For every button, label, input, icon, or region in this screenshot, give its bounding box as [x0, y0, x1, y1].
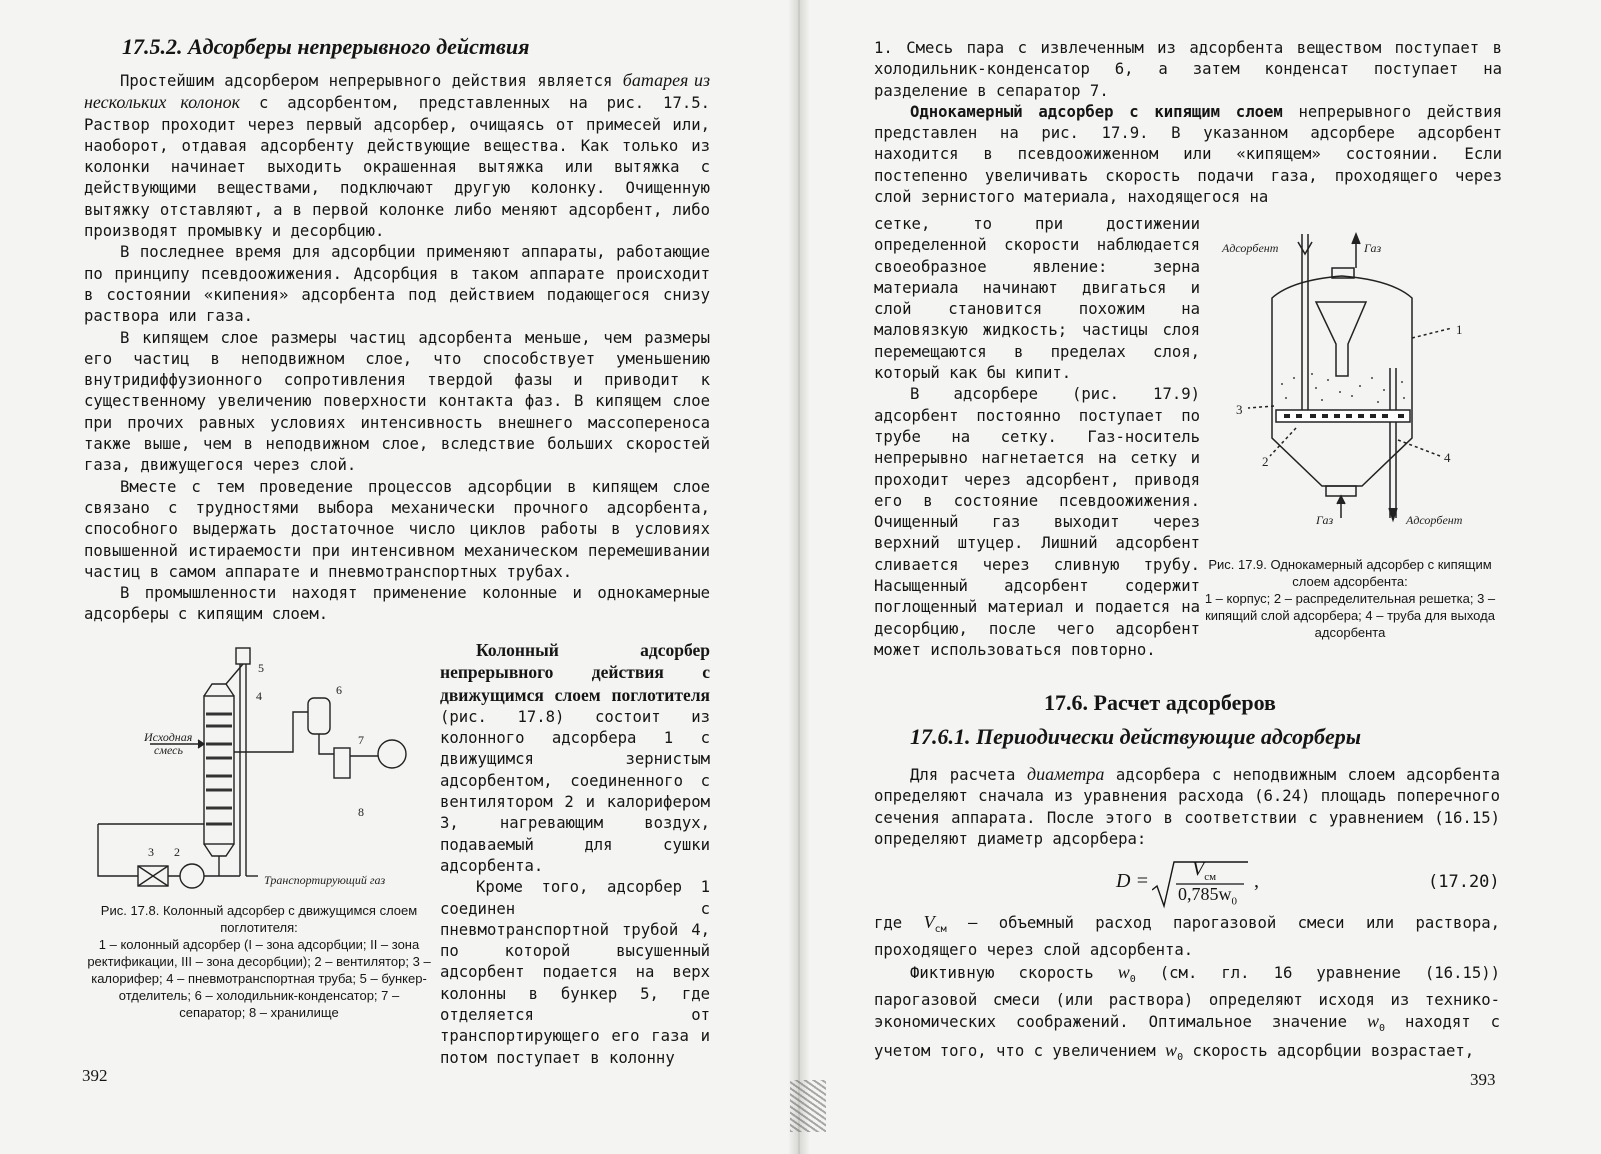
- bold-term: Колонный адсорбер непрерывного действия с движущимся слоем поглотителя: [440, 640, 710, 705]
- bunker: [236, 648, 250, 664]
- caption-body: 1 – колонный адсорбер (I – зона адсорбции; II – зона ректификации, III – зона десорбции); 2 – вентилятор; 3 – калорифер; 4 – пневмотранспортная труба; 5 – бункер-отделитель; 6 – холодильник-конденсатор; 7 – сепаратор; 8 – хранилище: [87, 937, 431, 1020]
- gas-out-label: Газ: [1364, 241, 1382, 255]
- paragraph: 1. Смесь пара с извлеченным из адсорбента веществом поступает в холодильник-конденсатор 6, а затем конденсат поступает на разделение в сепаратор 7.: [874, 39, 1502, 100]
- formula-17-20: [1116, 860, 1316, 910]
- gas-in-label: Газ: [1316, 513, 1334, 527]
- text-run: (см. гл. 16 уравнение (16.15)) парогазовой смеси (или раствора) определяют исходя из технико-экономических соображений. Оптимальное значение: [874, 963, 1501, 1032]
- fig-number: 4: [1444, 450, 1451, 465]
- section-heading: 17.5.2. Адсорберы непрерывного действия: [122, 34, 530, 59]
- left-column-text: [440, 640, 710, 1069]
- right-tail-text: [874, 912, 1500, 1068]
- paragraph: В последнее время для адсорбции применяют аппараты, работающие по принципу псевдоожижения. Адсорбция в таком аппарате происходит в состоянии «кипения» адсорбента под действием подающегося снизу раствора или газа.: [84, 243, 710, 326]
- formula-sub: 0: [1231, 895, 1237, 908]
- text-run: Фиктивную скорость: [910, 963, 1094, 982]
- formula-var: 0,785w: [1178, 884, 1232, 904]
- paragraph: [84, 70, 710, 242]
- caption-title: Рис. 17.9. Однокамерный адсорбер с кипящим слоем адсорбента:: [1208, 557, 1492, 589]
- fig-number: 8: [358, 805, 364, 819]
- page-number: 393: [1470, 1070, 1496, 1089]
- caption-title: Рис. 17.8. Колонный адсорбер с движущимся слоем поглотителя:: [100, 903, 418, 935]
- boiling-layer: [1281, 373, 1405, 403]
- subscript: 0: [1129, 973, 1136, 985]
- figure-17-9-caption: [1204, 556, 1496, 641]
- text-run: адсорбера с неподвижным слоем адсорбента определяют сначала из уравнения расхода (6.24) площадь поперечного сечения аппарата. После этого в соответствии с уравнением (16.15) определяют диаметр адсорбера:: [874, 766, 1501, 848]
- fig-number: 5: [258, 661, 264, 675]
- separator: [334, 748, 350, 778]
- paragraph: [440, 640, 710, 877]
- right-narrow-text: [874, 214, 1200, 661]
- storage: [378, 740, 406, 768]
- paragraph: В кипящем слое размеры частиц адсорбента меньше, чем размеры его частиц в неподвижном слое, что способствует уменьшению внутридиффузионного сопротивления твердой фазы и приводит к существенному увеличению поверхности контакта фаз. В кипящем слое при прочих равных условиях интенсивность внешнего массопереноса также выше, чем в неподвижном слое, вследствие больших скоростей газа, движущегося через слой.: [84, 328, 710, 475]
- text-run: где: [874, 914, 903, 932]
- paragraph: сетке, то при достижении определенной скорости наблюдается своеобразное явление: зерна материала начинают двигаться и слой становится похожим на маловязкую жидкость; частицы слоя перемещаются в пределах слоя, который как бы кипит.: [874, 215, 1200, 383]
- page-number: 392: [82, 1066, 108, 1085]
- italic-var: w: [1117, 961, 1130, 982]
- formula-denominator: [1178, 884, 1237, 908]
- inlet-label-2: смесь: [154, 743, 183, 757]
- text-run: – объемный расход парогазовой смеси или раствора, проходящего через слой адсорбента.: [874, 914, 1500, 960]
- fig-number: 3: [1236, 402, 1243, 417]
- subscript: см: [934, 924, 947, 936]
- inlet-label-1: Исходная: [144, 730, 193, 744]
- figure-17-8-diagram: [88, 644, 434, 894]
- caption-body: 1 – корпус; 2 – распределительная решетка; 3 – кипящий слой адсорбера; 4 – труба для выхода адсорбента: [1204, 591, 1496, 640]
- condenser: [308, 698, 330, 734]
- adsorber-column: [204, 696, 234, 844]
- subscript: 0: [1177, 1051, 1184, 1063]
- subsection-heading: 17.6.1. Периодически действующие адсорберы: [910, 724, 1362, 749]
- left-page: [0, 0, 790, 1154]
- italic-var: w: [1165, 1039, 1178, 1060]
- text-run: Простейшим адсорбером непрерывного действия является: [120, 72, 613, 90]
- text-run: находят с учетом того, что с увеличением: [874, 1013, 1501, 1060]
- chapter-heading: 17.6. Расчет адсорберов: [1044, 690, 1276, 715]
- adsorbent-in-label: Адсорбент: [1222, 241, 1279, 255]
- formula-var: V: [1192, 858, 1205, 880]
- fan: [180, 864, 204, 888]
- fig-number: 7: [358, 733, 364, 747]
- right-body-text: [874, 38, 1502, 208]
- italic-term: батарея из нескольких колонок: [84, 70, 710, 113]
- subscript: 0: [1378, 1023, 1385, 1035]
- paragraph: Кроме того, адсорбер 1 соединен с пневмотранспортной трубой 4, по которой высушенный адсорбент подается на верх колонны в бункер 5, где отделяется от транспортирующего его газа и потом поступает в колонну: [440, 878, 710, 1067]
- italic-term: диаметра: [1026, 764, 1105, 784]
- formula-comma: ,: [1254, 870, 1259, 892]
- paragraph: [874, 102, 1502, 208]
- left-body-text: [84, 70, 710, 626]
- paragraph: [874, 764, 1500, 850]
- fig-number: 3: [148, 845, 154, 859]
- fig-number: 2: [174, 845, 180, 859]
- paragraph: Вместе с тем проведение процессов адсорбции в кипящем слое связано с трудностями выбора механически прочного адсорбента, способного выдержать достаточное число циклов работы в условиях повышенной истираемости при интенсивном механическом перемешивании частиц в самом аппарате и пневмотранспортных трубах.: [84, 477, 710, 581]
- text-run: (рис. 17.8) состоит из колонного адсорбера 1 с движущимся зернистым адсорбентом, соединенного с вентилятором 2 и калорифером 3, нагревающим воздух, подаваемый для сушки адсорбента.: [440, 707, 710, 875]
- paragraph: В промышленности находят применение колонные и однокамерные адсорберы с кипящим слоем.: [84, 584, 710, 624]
- text-run: непрерывного действия представлен на рис. 17.9. В указанном адсорбере адсорбент находится в псевдоожиженном или «кипящем» состоянии. Если постепенно увеличивать скорость подачи газа, проходящего через слой зернистого материала, находящегося на: [874, 102, 1502, 207]
- paragraph: [874, 962, 1500, 1069]
- text-run: с адсорбентом, представленных на рис. 17.5. Раствор проходит через первый адсорбер, очищаясь от примесей или, наоборот, отдавая адсорбенту действующие вещества. Как только из колонки начинает выходить окрашенная вытяжка или вытяжка с действующими веществами, подключают другую колонку. Очищенную вытяжку отставляют, а в первой колонке либо меняют адсорбент, либо производят промывку и десорбцию.: [84, 94, 710, 241]
- italic-var: w: [1366, 1011, 1379, 1032]
- fig-number: 1: [1456, 322, 1463, 337]
- figure-17-8-caption: [84, 902, 434, 1021]
- right-calc-text: [874, 764, 1500, 850]
- fig-number: 6: [336, 683, 342, 697]
- paragraph: [874, 912, 1500, 962]
- bold-term: Однокамерный адсорбер с кипящим слоем: [910, 102, 1283, 121]
- fig-number: 2: [1262, 454, 1269, 469]
- equation-number: (17.20): [1428, 872, 1500, 892]
- figure-17-9-diagram: [1212, 228, 1492, 538]
- text-run: Для расчета: [910, 766, 1016, 784]
- formula-lhs: D =: [1116, 870, 1149, 892]
- formula-numerator: [1192, 858, 1216, 883]
- transport-gas-label: Транспортирующий газ: [264, 873, 386, 887]
- text-run: скорость адсорбции возрастает,: [1192, 1041, 1475, 1060]
- fig-number: 4: [256, 689, 262, 703]
- paragraph: В адсорбере (рис. 17.9) адсорбент постоянно поступает по трубе на сетку. Газ-носитель непрерывно нагнетается на сетку и проходит через адсорбент, приводя его в состояние псевдоожижения. Очищенный газ выходит через верхний штуцер. Лишний адсорбент сливается через сливную трубу. Насыщенный адсорбент содержит поглощенный материал и подается на десорбцию, после чего адсорбент может использоваться повторно.: [874, 385, 1200, 659]
- right-page: [800, 0, 1601, 1154]
- vessel-body: [1272, 276, 1412, 486]
- adsorbent-out-label: Адсорбент: [1406, 513, 1463, 527]
- italic-var: V: [923, 912, 935, 932]
- formula-sub: см: [1204, 871, 1217, 883]
